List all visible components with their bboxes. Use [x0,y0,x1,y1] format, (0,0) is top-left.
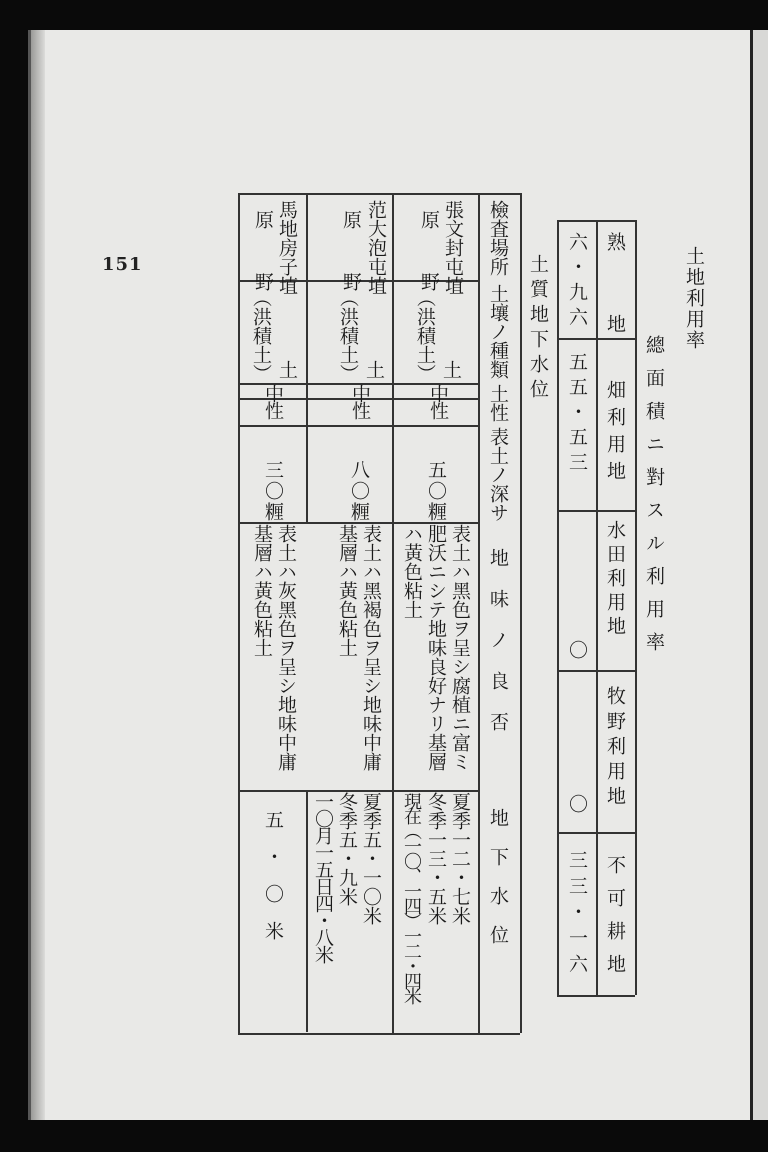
row1-quality-line2: 肥沃ニシテ地味良好ナリ基層 [425,524,447,771]
soil-header-nature: 土性 [487,384,509,422]
land-use-table-title: 總面積ニ對スル利用率 [643,335,665,665]
row3-soil-type-line2: 土 [276,360,298,381]
page-number: 151 [102,254,143,275]
row3-place-line2: 原 野 [252,210,274,303]
row3-water: 五・〇米 [262,810,284,958]
row3-depth: 三〇糎 [262,460,284,523]
facing-page-edge [750,30,768,1120]
row2-water-line2: 冬季五・九米 [336,792,358,906]
land-use-value-2: 五五・五三 [566,352,588,477]
land-use-value-5: 三三・一六 [566,850,588,980]
soil-section-title: 土質地下水位 [527,254,549,404]
row1-depth: 五〇糎 [425,460,447,523]
row3-quality-line2: 基層ハ黃色粘土 [251,524,273,657]
row2-water-line3: 一〇月一五日四・八米 [312,792,334,962]
land-use-header-4: 牧野利用地 [604,686,626,811]
page-binding-shadow [31,30,45,1120]
row2-water-line1: 夏季五・一〇米 [360,792,382,925]
row2-place-line1: 范大泡屯埴 [365,200,387,295]
row2-nature: 中性 [349,384,371,418]
row1-water-line3: 現在（一〇、一四）一二・四米 [401,792,422,1002]
row3-quality-line1: 表土ハ灰黑色ヲ呈シ地味中庸 [275,524,297,771]
row1-water-line1: 夏季一二・七米 [449,792,471,925]
row2-soil-type-line2: 土 [363,360,385,381]
land-use-header-5: 不可耕地 [604,855,626,987]
soil-header-place: 檢査場所 [487,200,509,276]
land-use-section-title: 土地利用率 [683,246,705,351]
row1-quality-line3: ハ黃色粘土 [401,524,423,619]
land-use-header-2: 畑利用地 [604,380,626,488]
row2-quality-line1: 表土ハ黑褐色ヲ呈シ地味中庸 [360,524,382,771]
row1-nature: 中性 [427,384,449,418]
land-use-value-4: 〇 [566,794,588,815]
row1-quality-line1: 表土ハ黑色ヲ呈シ腐植ニ富ミ [449,524,471,771]
row2-soil-type-line1: （洪積土） [337,288,359,383]
land-use-value-1: 六・九六 [566,232,588,332]
row2-place-line2: 原 野 [340,210,362,303]
row2-depth: 八〇糎 [348,460,370,523]
row3-place-line1: 馬地房子埴 [276,200,298,295]
soil-header-depth: 表土ノ深サ [487,427,509,522]
soil-header-water: 地下水位 [487,808,509,964]
row1-place-line1: 張文封屯埴 [442,200,464,295]
land-use-header-1: 熟 地 [604,232,626,355]
row1-soil-type-line2: 土 [440,360,462,381]
row3-nature: 中性 [262,384,284,418]
row1-water-line2: 冬季一三・五米 [425,792,447,925]
soil-header-quality: 地味ノ良否 [487,548,509,753]
row2-quality-line2: 基層ハ黃色粘土 [336,524,358,657]
soil-header-soil-type: 土壤ノ種類 [487,284,509,379]
row3-soil-type-line1: （洪積土） [250,288,272,383]
land-use-value-3: 〇 [566,640,588,661]
row1-soil-type-line1: （洪積土） [414,288,436,383]
row1-place-line2: 原 野 [418,210,440,303]
land-use-header-3: 水田利用地 [604,520,626,640]
